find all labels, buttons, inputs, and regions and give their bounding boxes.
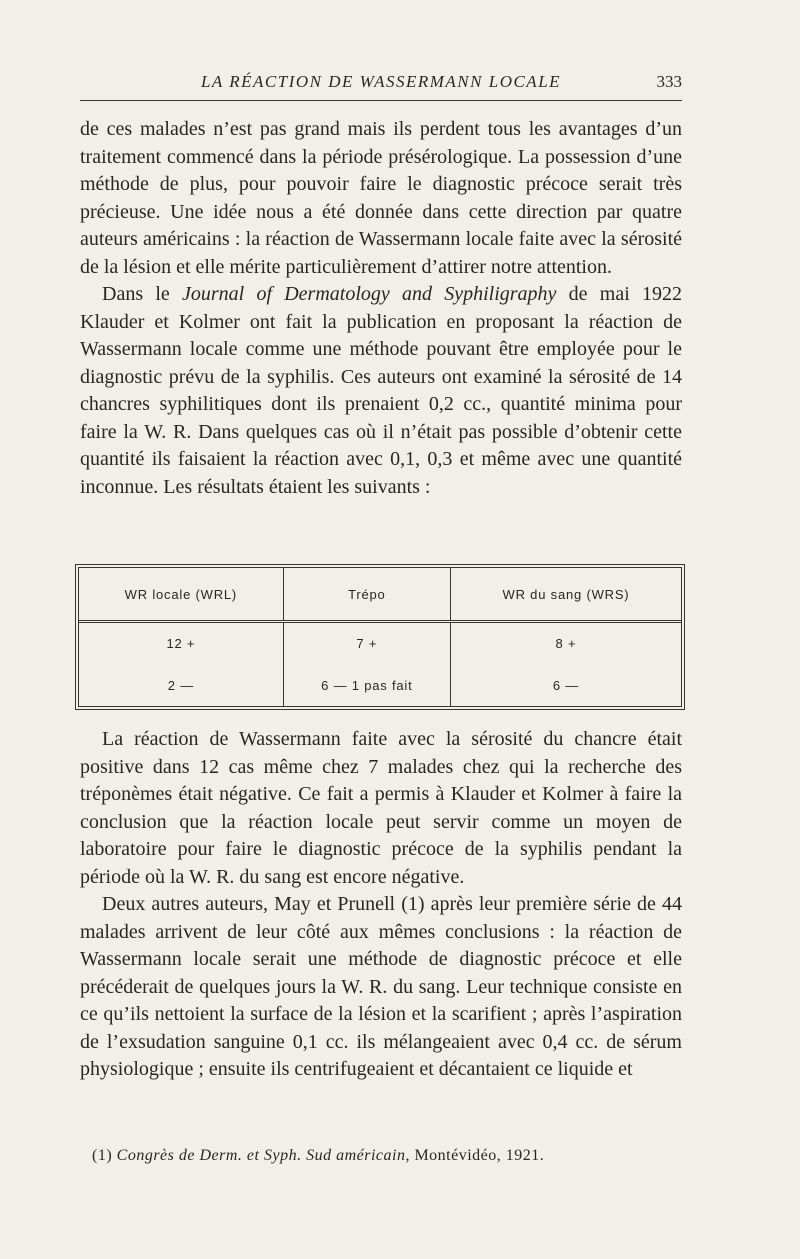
table-cell: 6 — 1 pas fait: [283, 665, 450, 706]
paragraph-1: de ces malades n’est pas grand mais ils perdent tous les avantages d’un traitement commencé dans la période présérologique. La possession d’une méthode de plus, pour pouvoir faire le diagnostic précoce serait très précieuse. Une idée nous a été donnée dans cette direction par quatre auteurs américains : la réaction de Wassermann locale faite avec la sérosité de la lésion et elle mérite particulièrement d’attirer notre attention.: [80, 118, 682, 278]
running-title: LA RÉACTION DE WASSERMANN LOCALE: [200, 72, 562, 91]
journal-title: Journal of Dermatology and Syphiligraphy: [182, 283, 557, 305]
footnote: [92, 1147, 692, 1165]
footnote-source: Congrès de Derm. et Syph. Sud américain: [116, 1147, 406, 1164]
text-block-upper: [80, 116, 682, 501]
footnote-place-date: , Montévidéo, 1921.: [405, 1147, 545, 1164]
paragraph-3: La réaction de Wassermann faite avec la sérosité du chancre était positive dans 12 cas même chez 7 malades chez qui la recherche des tréponèmes était négative. Ce fait a permis à Klauder et Kolmer à faire la conclusion que la réaction locale peut servir comme un moyen de laboratoire pour faire le diagnostic précoce de la syphilis pendant la période où la W. R. du sang est encore négative.: [80, 728, 682, 888]
header-wrl: WR locale (WRL): [79, 568, 283, 622]
text-block-lower: [80, 726, 682, 1084]
running-head: [80, 70, 682, 101]
footnote-marker: (1): [92, 1147, 113, 1164]
header-trepo: Trépo: [283, 568, 450, 622]
table-cell: 2 —: [167, 677, 194, 693]
table-row: [79, 665, 681, 706]
results-table: [78, 567, 682, 707]
page-number: 333: [656, 72, 682, 91]
paragraph-4: Deux autres auteurs, May et Prunell (1) après leur première série de 44 malades arrivent de leur côté aux mêmes conclusions : la réaction de Wassermann locale serait une méthode de diagnostic précoce et elle précéderait de quelques jours la W. R. du sang. Leur technique consiste en ce qu’ils nettoient la surface de la lésion et la scarifient ; après l’aspiration de l’exsudation sanguine 0,1 cc. ils mélangeaient avec 0,4 cc. de sérum physiologique ; ensuite ils centrifugeaient et décantaient ce liquide et: [80, 893, 682, 1080]
table-cell: 7 +: [283, 622, 450, 665]
header-wrs: WR du sang (WRS): [450, 568, 681, 622]
table-row: [79, 622, 681, 665]
table-cell: 12 +: [166, 636, 196, 652]
table-header-row: [79, 568, 681, 622]
paragraph-2: [80, 281, 682, 501]
paragraph-2-lead: Dans le: [102, 283, 182, 305]
table-cell: 6 —: [450, 665, 681, 706]
paragraph-2-rest: de mai 1922 Klauder et Kolmer ont fait la publication en proposant la réaction de Wassermann locale comme une méthode pouvant être employée pour le diagnostic prévu de la syphilis. Ces auteurs ont examiné la sérosité de 14 chancres syphilitiques dont ils prenaient 0,2 cc., quantité minima pour faire la W. R. Dans quelques cas où il n’était pas possible d’obtenir cette quantité ils faisaient la réaction avec 0,1, 0,3 et même avec une quantité inconnue. Les résultats étaient les suivants :: [80, 283, 682, 498]
table-cell: 8 +: [450, 622, 681, 665]
